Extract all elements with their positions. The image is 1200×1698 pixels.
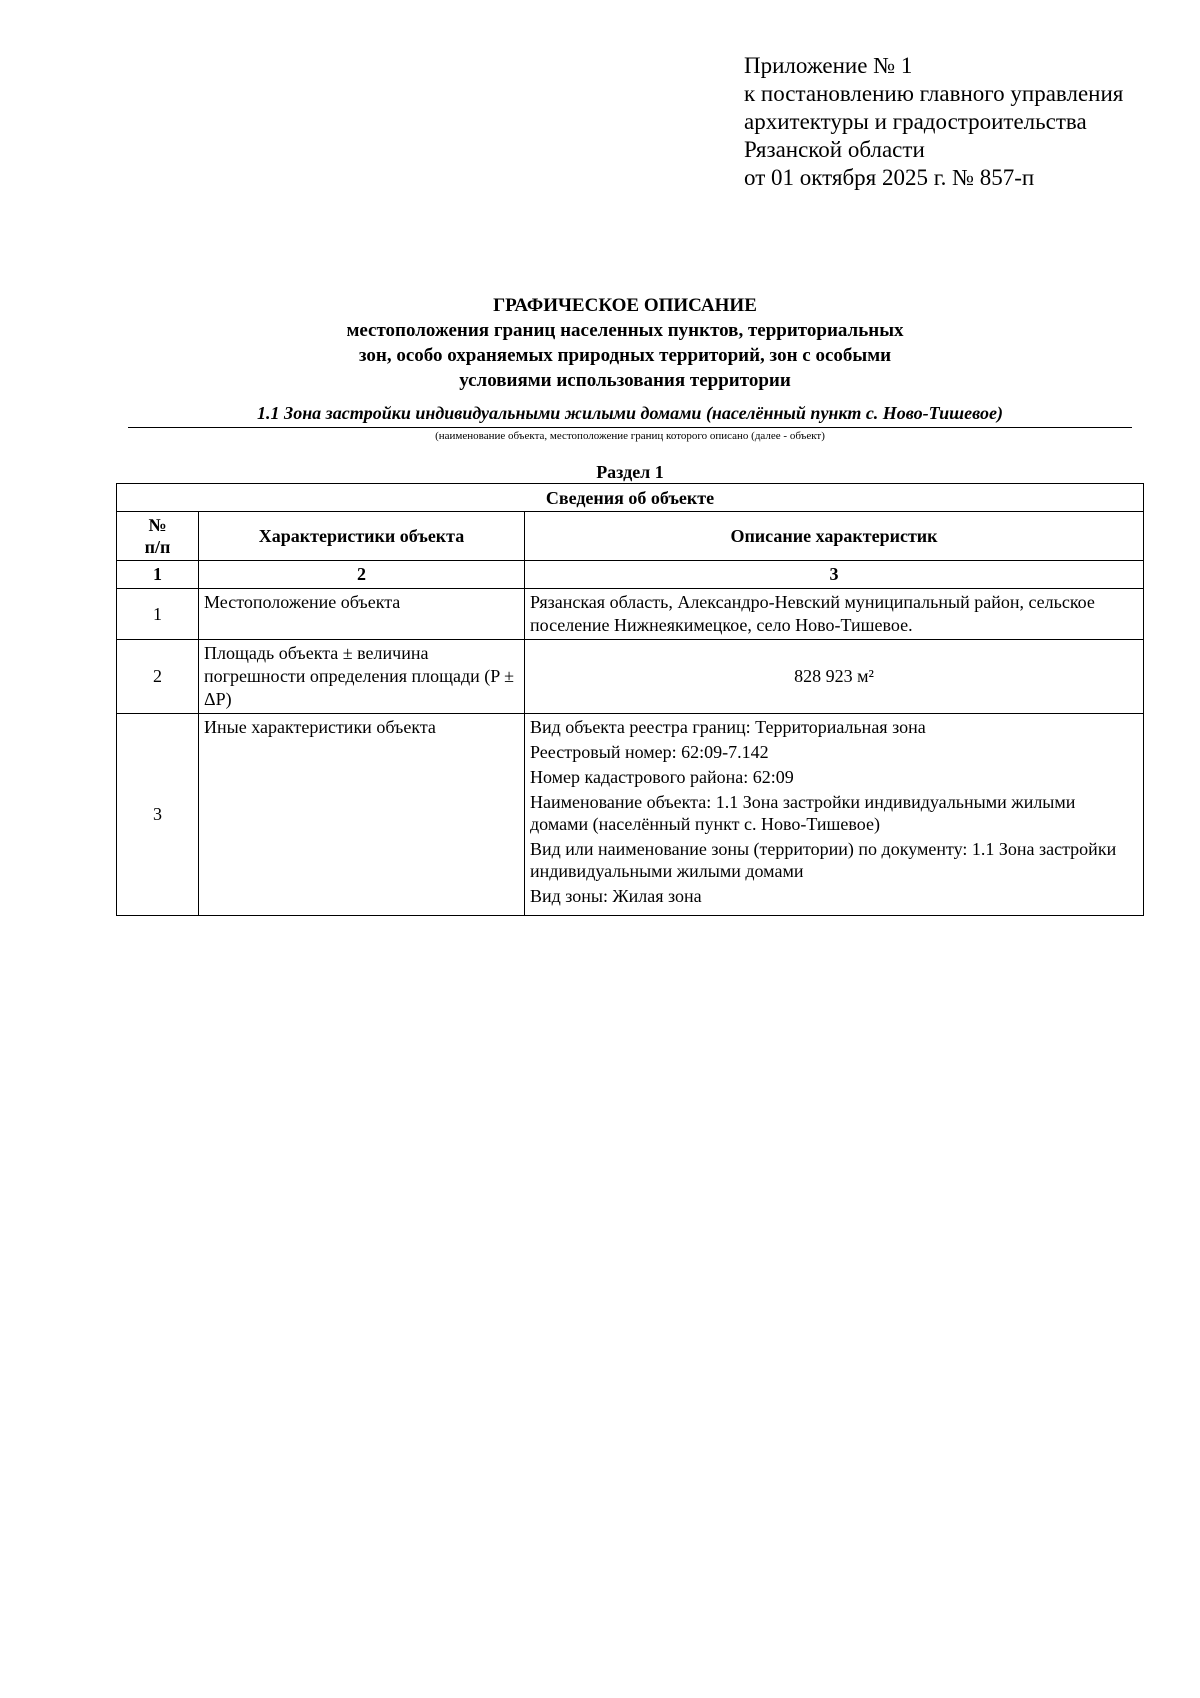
row-number: 3 — [117, 714, 199, 916]
appendix-line: к постановлению главного управления — [744, 81, 1124, 106]
row-number: 1 — [117, 589, 199, 640]
row-number: 2 — [117, 640, 199, 714]
row-characteristic: Иные характеристики объекта — [199, 714, 525, 916]
header-number-line: № — [148, 515, 167, 535]
table-caption: Сведения об объекте — [117, 484, 1144, 512]
description-line: Наименование объекта: 1.1 Зона застройки индивидуальными жилыми домами (населённый пункт с. Ново-Тишевое) — [530, 792, 1076, 834]
document-subtitle-line: зон, особо охраняемых природных территорий, зон с особыми — [358, 345, 892, 366]
row-description: Рязанская область, Александро-Невский муниципальный район, сельское поселение Нижнеякимецкое, село Ново-Тишевое. — [525, 589, 1144, 640]
document-subtitle-line: условиями использования территории — [459, 370, 791, 391]
column-index: 1 — [117, 561, 199, 589]
description-line: Вид объекта реестра границ: Территориальная зона — [530, 717, 926, 737]
row-description — [525, 714, 1144, 916]
description-line: Вид или наименование зоны (территории) по документу: 1.1 Зона застройки индивидуальными жилыми домами — [530, 839, 1117, 881]
table-caption-row — [117, 484, 1144, 512]
document-title: ГРАФИЧЕСКОЕ ОПИСАНИЕ — [493, 295, 757, 316]
header-characteristics: Характеристики объекта — [199, 512, 525, 561]
column-index: 3 — [525, 561, 1144, 589]
object-name: 1.1 Зона застройки индивидуальными жилыми домами (населённый пункт с. Ново-Тишевое) — [128, 401, 1132, 428]
table-row — [117, 714, 1144, 916]
description-line: Номер кадастрового района: 62:09 — [530, 767, 794, 787]
appendix-line: архитектуры и градостроительства — [744, 109, 1087, 134]
row-characteristic: Местоположение объекта — [199, 589, 525, 640]
table-row — [117, 640, 1144, 714]
header-number-line: п/п — [144, 537, 171, 557]
header-description: Описание характеристик — [525, 512, 1144, 561]
object-info-table — [116, 483, 1144, 916]
appendix-line: от 01 октября 2025 г. № 857-п — [744, 165, 1035, 190]
row-characteristic: Площадь объекта ± величина погрешности определения площади (P ± ΔP) — [199, 640, 525, 714]
appendix-line: Приложение № 1 — [744, 53, 913, 78]
column-index: 2 — [199, 561, 525, 589]
description-line: Вид зоны: Жилая зона — [530, 886, 702, 906]
object-caption: (наименование объекта, местоположение границ которого описано (далее - объект) — [435, 430, 825, 442]
document-title-block — [118, 294, 1132, 393]
table-row — [117, 589, 1144, 640]
appendix-block — [744, 52, 1184, 192]
section-title: Раздел 1 — [596, 462, 664, 482]
column-index-row — [117, 561, 1144, 589]
description-line: Реестровый номер: 62:09-7.142 — [530, 742, 769, 762]
header-number — [117, 512, 199, 561]
document-subtitle-line: местоположения границ населенных пунктов, территориальных — [346, 320, 904, 341]
table-header-row — [117, 512, 1144, 561]
appendix-line: Рязанской области — [744, 137, 925, 162]
area-value: 828 923 м² — [525, 640, 1144, 714]
